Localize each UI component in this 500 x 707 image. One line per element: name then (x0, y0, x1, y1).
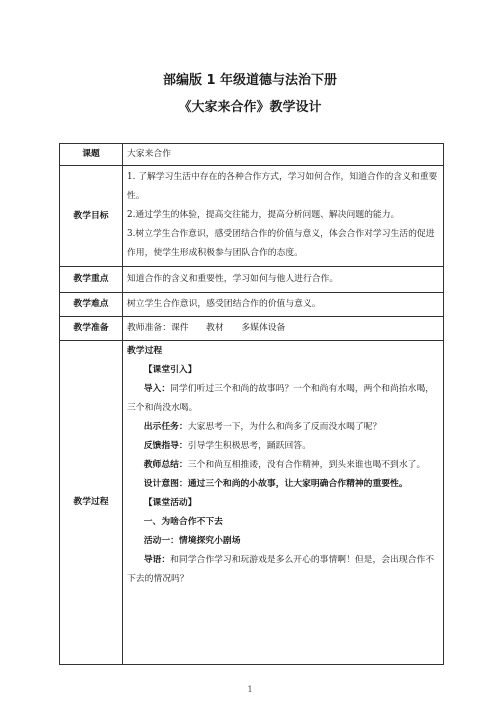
preparation-label: 教学准备 (60, 317, 123, 341)
guide-text: 和同学合作学习和玩游戏是多么开心的事情啊！但是，会出现合作不下去的情况吗？ (127, 555, 435, 584)
process-heading: 教学过程 (127, 346, 163, 356)
key-point-label: 教学重点 (60, 267, 123, 293)
task-paragraph (127, 418, 439, 437)
intro-text: 同学们听过三个和尚的故事吗？一个和尚有水喝，两个和尚抬水喝，三个和尚没水喝。 (127, 384, 435, 413)
intro-heading: 【课堂引入】 (143, 365, 197, 375)
objective-item: 3.树立学生合作意识，感受团结合作的价值与意义，体会合作对学习生活的促进作用，使学生形成积极参与团队合作的态度。 (127, 229, 435, 258)
summary-text: 三个和尚互相推诿，没有合作精神，到头来谁也喝不到水了。 (187, 460, 426, 470)
objectives-cell (123, 166, 444, 267)
table-row (60, 317, 444, 341)
process-label: 教学过程 (60, 341, 123, 665)
activity-title: 活动一：情境探究小剧场 (143, 536, 241, 546)
page-number: 1 (247, 685, 253, 694)
intro-lead: 导入： (143, 384, 171, 394)
intro-paragraph (127, 380, 439, 418)
feedback-lead: 反馈指导： (143, 441, 188, 451)
table-row (60, 166, 444, 267)
section-heading: 一、为啥合作不下去 (143, 517, 223, 527)
difficulty-label: 教学难点 (60, 293, 123, 317)
table-row (60, 144, 444, 166)
document-title: 部编版 1 年级道德与法治下册 (162, 73, 338, 88)
difficulty-value: 树立学生合作意识，感受团结合作的价值与意义。 (123, 293, 444, 317)
objectives-label: 教学目标 (60, 166, 123, 267)
topic-value: 大家来合作 (123, 144, 444, 166)
objective-item: 2.通过学生的体验，提高交往能力，提高分析问题、解决问题的能力。 (127, 210, 400, 220)
table-row (60, 267, 444, 293)
summary-lead: 教师总结： (143, 460, 188, 470)
topic-label: 课题 (60, 144, 123, 166)
task-text: 大家思考一下，为什么和尚多了反而没水喝了呢？ (187, 422, 382, 432)
intent-paragraph (127, 475, 439, 494)
summary-paragraph (127, 456, 439, 475)
feedback-paragraph (127, 437, 439, 456)
document-subtitle: 《大家来合作》教学设计 (178, 100, 322, 115)
guide-paragraph (127, 551, 439, 589)
preparation-value: 教师准备：课件 教材 多媒体设备 (123, 317, 444, 341)
key-point-value: 知道合作的含义和重要性，学习如何与他人进行合作。 (123, 267, 444, 293)
objective-item: 1. 了解学习生活中存在的各种合作方式，学习如何合作，知道合作的含义和重要性。 (127, 172, 438, 201)
table-row (60, 293, 444, 317)
guide-lead: 导语： (143, 555, 171, 565)
activity-heading: 【课堂活动】 (143, 498, 197, 508)
feedback-text: 引导学生积极思考，踊跃回答。 (187, 441, 311, 451)
lesson-plan-table (59, 143, 444, 665)
table-row (60, 341, 444, 665)
intent-lead: 设计意图： (143, 479, 188, 489)
process-cell (123, 341, 444, 665)
task-lead: 出示任务： (143, 422, 188, 432)
intent-text: 通过三个和尚的小故事，让大家明确合作精神的重要性。 (187, 479, 408, 489)
